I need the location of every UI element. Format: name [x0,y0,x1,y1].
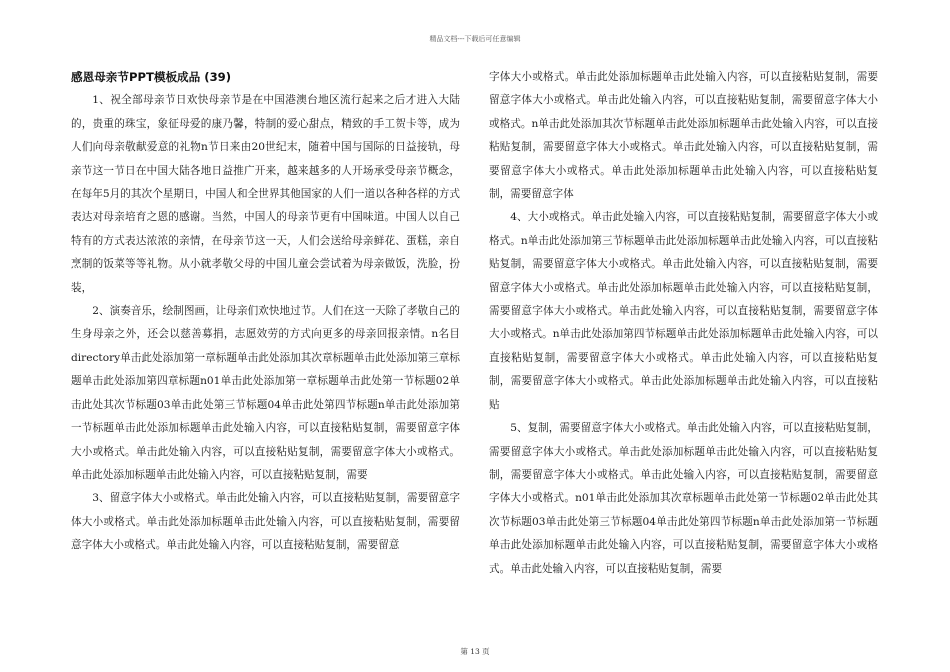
page-number: 第 13 页 [460,647,490,656]
paragraph-3: 3、留意字体大小或格式。单击此处输入内容，可以直接粘贴复制，需要留意字体大小或格式。单击此处添加标题单击此处输入内容，可以直接粘贴复制，需要留意字体大小或格式。单击此处输入内容，可以直接粘贴复制，需要留意 [71,492,460,552]
document-title: 感恩母亲节PPT模板成品 (39) [71,70,232,84]
left-column [71,66,460,558]
page-header: 精品文档---下载后可任意编辑 [429,35,521,43]
paragraph-1: 1、祝全部母亲节日欢快母亲节是在中国港澳台地区流行起来之后才进入大陆的，贵重的珠宝，象征母爱的康乃馨，特制的爱心甜点，精致的手工贺卡等，成为人们向母亲敬献爱意的礼物n节日来由20世纪末，随着中国与国际的日益接轨，母亲节这一节日在中国大陆各地日益推广开来，越来越多的人开场承受母亲节概念，在每年5月的其次个星期日，中国人和全世界其他国家的人们一道以各种各样的方式表达对母亲培育之恩的感谢。当然，中国人的母亲节更有中国味道。中国人以自己特有的方式表达浓浓的亲情，在母亲节这一天，人们会送给母亲鲜花、蛋糕，亲自烹制的饭菜等等礼物。从小就孝敬父母的中国儿童会尝试着为母亲做饭，洗脸，扮装， [71,94,460,294]
paragraph-2: 2、演奏音乐，绘制图画，让母亲们欢快地过节。人们在这一天除了孝敬自己的生身母亲之外，还会以慈善募捐，志愿效劳的方式向更多的母亲回报亲情。n名目directory单击此处添加第一章标题单击此处添加其次章标题单击此处添加第三章标题单击此处添加第四章标题n01单击此处添加第一章标题单击此处第一节标题02单击此处其次节标题03单击此处第三节标题04单击此处第四节标题n单击此处添加第一节标题单击此处添加标题单击此处输入内容，可以直接粘贴复制，需要留意字体大小或格式。单击此处输入内容，可以直接粘贴复制，需要留意字体大小或格式。单击此处添加标题单击此处输入内容，可以直接粘贴复制，需要 [71,305,460,481]
paragraph-3-continued: 字体大小或格式。单击此处添加标题单击此处输入内容，可以直接粘贴复制，需要留意字体大小或格式。单击此处输入内容，可以直接粘贴复制，需要留意字体大小或格式。n单击此处添加其次节标题单击此处添加标题单击此处输入内容，可以直接粘贴复制，需要留意字体大小或格式。单击此处输入内容，可以直接粘贴复制，需要留意字体大小或格式。单击此处添加标题单击此处输入内容，可以直接粘贴复制，需要留意字体 [489,71,878,201]
paragraph-5: 5、复制，需要留意字体大小或格式。单击此处输入内容，可以直接粘贴复制，需要留意字体大小或格式。单击此处添加标题单击此处输入内容，可以直接粘贴复制，需要留意字体大小或格式。单击此处输入内容，可以直接粘贴复制，需要留意字体大小或格式。n01单击此处添加其次章标题单击此处第一节标题02单击此处其次节标题03单击此处第三节标题04单击此处第四节标题n单击此处添加第一节标题单击此处添加标题单击此处输入内容，可以直接粘贴复制，需要留意字体大小或格式。单击此处输入内容，可以直接粘贴复制，需要 [489,422,878,575]
right-column [489,66,878,581]
paragraph-4: 4、大小或格式。单击此处输入内容，可以直接粘贴复制，需要留意字体大小或格式。n单击此处添加第三节标题单击此处添加标题单击此处输入内容，可以直接粘贴复制，需要留意字体大小或格式。单击此处输入内容，可以直接粘贴复制，需要留意字体大小或格式。单击此处添加标题单击此处输入内容，可以直接粘贴复制，需要留意字体大小或格式。单击此处输入内容，可以直接粘贴复制，需要留意字体大小或格式。n单击此处添加第四节标题单击此处添加标题单击此处输入内容，可以直接粘贴复制，需要留意字体大小或格式。单击此处输入内容，可以直接粘贴复制，需要留意字体大小或格式。单击此处添加标题单击此处输入内容，可以直接粘贴 [489,211,878,411]
